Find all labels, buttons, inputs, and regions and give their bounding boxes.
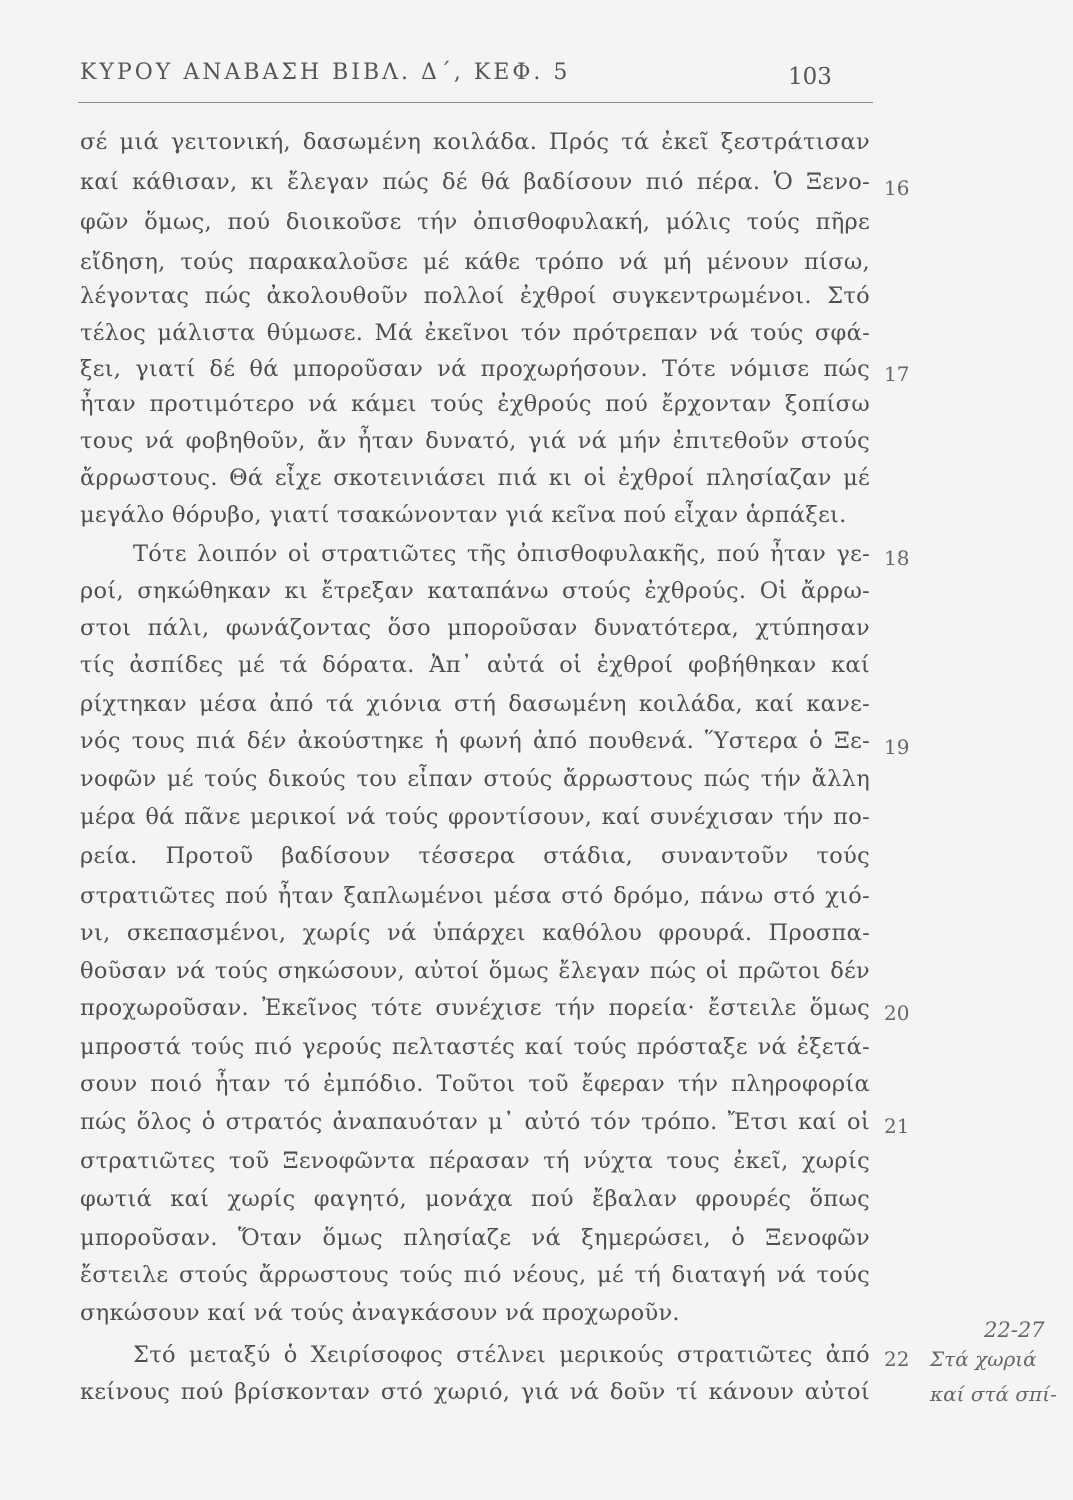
page-number: 103	[788, 64, 832, 90]
text-line: στοι πάλι, φωνάζοντας ὅσο μποροῦσαν δυνατότερα, χτύπησαν	[80, 615, 870, 641]
text-line: ἄρρωστους. Θά εἶχε σκοτεινιάσει πιά κι οἱ ἐχθροί πλησίαζαν μέ	[80, 465, 870, 491]
text-line: στρατιῶτες πού ἦταν ξαπλωμένοι μέσα στό δρόμο, πάνω στό χιό-	[80, 883, 870, 909]
text-line: μποροῦσαν. Ὅταν ὅμως πλησίαζε νά ξημερώσει, ὁ Ξενοφῶν	[80, 1225, 870, 1251]
margin-note-line: καί στά σπί-	[930, 1382, 1057, 1406]
section-number: 20	[884, 1001, 910, 1025]
text-line: κείνους πού βρίσκονταν στό χωριό, γιά νά δοῦν τί κάνουν αὐτοί	[80, 1379, 870, 1405]
text-line: ρεία. Προτοῦ βαδίσουν τέσσερα στάδια, συναντοῦν τούς	[80, 843, 870, 869]
text-line: ἦταν προτιμότερο νά κάμει τούς ἐχθρούς πού ἔρχονταν ξοπίσω	[80, 391, 870, 417]
text-line: ξει, γιατί δέ θά μποροῦσαν νά προχωρήσουν. Τότε νόμισε πώς	[80, 356, 870, 382]
text-line: νι, σκεπασμένοι, χωρίς νά ὑπάρχει καθόλου φρουρά. Προσπα-	[80, 920, 870, 946]
text-line: τίς ἀσπίδες μέ τά δόρατα. Ἀπ᾽ αὐτά οἱ ἐχθροί φοβήθηκαν καί	[80, 652, 870, 678]
text-line: μεγάλο θόρυβο, γιατί τσακώνονταν γιά κεῖνα πού εἶχαν ἁρπάξει.	[80, 502, 847, 528]
text-line: λέγοντας πώς ἀκολουθοῦν πολλοί ἐχθροί συγκεντρωμένοι. Στό	[80, 283, 870, 309]
text-line: ρίχτηκαν μέσα ἀπό τά χιόνια στή δασωμένη κοιλάδα, καί κανε-	[80, 691, 870, 717]
section-number: 19	[884, 735, 910, 759]
text-line: μέρα θά πᾶνε μερικοί νά τούς φροντίσουν, καί συνέχισαν τήν πο-	[80, 804, 870, 830]
text-line: ἔστειλε στούς ἄρρωστους τούς πιό νέους, μέ τή διαταγή νά τούς	[80, 1262, 870, 1288]
running-title: ΚΥΡΟΥ ΑΝΑΒΑΣΗ ΒΙΒΛ. Δ΄, ΚΕΦ. 5	[80, 60, 571, 85]
text-line: φῶν ὅμως, πού διοικοῦσε τήν ὀπισθοφυλακή, μόλις τούς πῆρε	[80, 209, 870, 235]
text-line: θοῦσαν νά τούς σηκώσουν, αὐτοί ὅμως ἔλεγαν πώς οἱ πρῶτοι δέν	[80, 958, 870, 984]
text-line: νός τους πιά δέν ἀκούστηκε ἡ φωνή ἀπό πουθενά. Ὕστερα ὁ Ξε-	[80, 728, 870, 754]
section-number: 22	[884, 1347, 910, 1371]
text-line: σουν ποιό ἦταν τό ἐμπόδιο. Τοῦτοι τοῦ ἔφεραν τήν πληροφορία	[80, 1071, 870, 1097]
margin-section-range: 22-27	[984, 1318, 1045, 1342]
text-line: ροί, σηκώθηκαν κι ἔτρεξαν καταπάνω στούς ἐχθρούς. Οἱ ἄρρω-	[80, 578, 870, 604]
text-line: προχωροῦσαν. Ἐκεῖνος τότε συνέχισε τήν πορεία· ἔστειλε ὅμως	[80, 995, 870, 1021]
paragraph-start-line: Τότε λοιπόν οἱ στρατιῶτες τῆς ὀπισθοφυλακῆς, πού ἦταν γε-	[133, 541, 870, 567]
text-line: στρατιῶτες τοῦ Ξενοφῶντα πέρασαν τή νύχτα τους ἐκεῖ, χωρίς	[80, 1148, 870, 1174]
section-number: 16	[884, 176, 910, 200]
text-line: τους νά φοβηθοῦν, ἄν ἦταν δυνατό, γιά νά μήν ἐπιτεθοῦν στούς	[80, 428, 870, 454]
text-line: σέ μιά γειτονική, δασωμένη κοιλάδα. Πρός τά ἐκεῖ ξεστράτισαν	[80, 129, 870, 155]
text-line: φωτιά καί χωρίς φαγητό, μονάχα πού ἔβαλαν φρουρές ὅπως	[80, 1186, 870, 1212]
text-line: μπροστά τούς πιό γερούς πελταστές καί τούς πρόσταξε νά ἐξετά-	[80, 1034, 870, 1060]
text-line: τέλος μάλιστα θύμωσε. Μά ἐκεῖνοι τόν πρότρεπαν νά τούς σφά-	[80, 320, 870, 346]
text-line: πώς ὅλος ὁ στρατός ἀναπαυόταν μ᾽ αὐτό τόν τρόπο. Ἔτσι καί οἱ	[80, 1109, 870, 1135]
text-line: καί κάθισαν, κι ἔλεγαν πώς δέ θά βαδίσουν πιό πέρα. Ὁ Ξενο-	[80, 169, 870, 195]
header-rule	[78, 102, 873, 103]
section-number: 18	[884, 546, 910, 570]
text-line: νοφῶν μέ τούς δικούς του εἶπαν στούς ἄρρωστους πώς τήν ἄλλη	[80, 766, 870, 792]
margin-note-line: Στά χωριά	[930, 1347, 1037, 1371]
text-line: εἴδηση, τούς παρακαλοῦσε μέ κάθε τρόπο νά μή μένουν πίσω,	[80, 249, 870, 275]
section-number: 17	[884, 362, 910, 386]
section-number: 21	[884, 1114, 910, 1138]
paragraph-start-line: Στό μεταξύ ὁ Χειρίσοφος στέλνει μερικούς στρατιῶτες ἀπό	[133, 1342, 870, 1368]
text-line: σηκώσουν καί νά τούς ἀναγκάσουν νά προχωροῦν.	[80, 1300, 680, 1326]
